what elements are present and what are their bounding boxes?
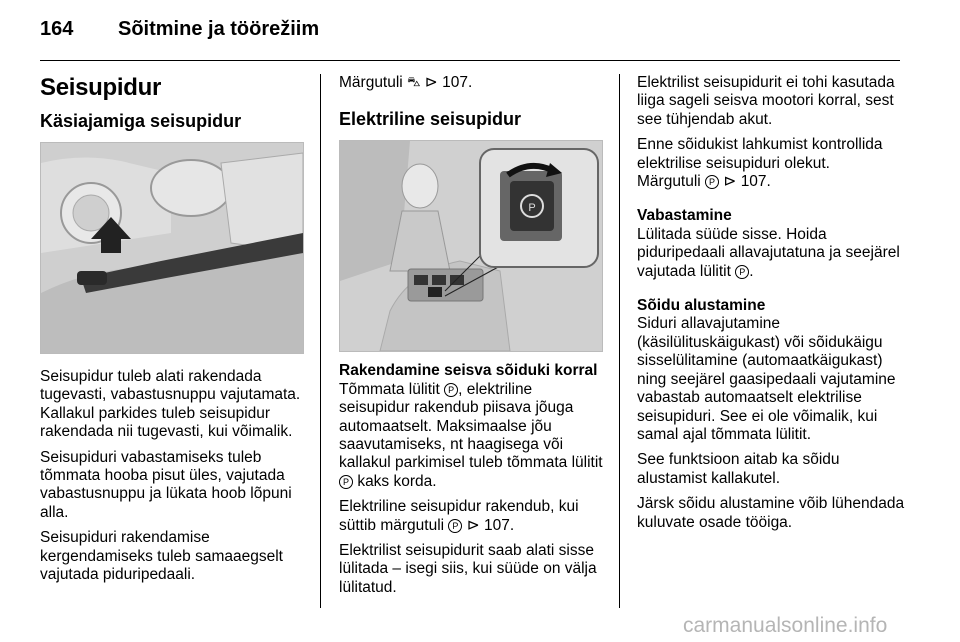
page-ref-arrow-icon: ⊳ <box>466 516 480 534</box>
paragraph: Siduri allavajutamine (käsilülituskäigukast) või sõidukäigu sisselülitamine (automaatkäigukast) ning seejärel gaasipedaali vajutamine vabastab automaatselt elektrilise seisupiduri. See ei ole võimalik, kui samal ajal tõmmata lülitit. <box>637 315 896 443</box>
chapter-title: Sõitmine ja töörežiim <box>118 18 320 40</box>
sub-heading: Sõidu alustamine <box>637 297 766 315</box>
column-right <box>637 74 905 539</box>
sub-heading: Vabastamine <box>637 207 732 225</box>
paragraph: Järsk sõidu alustamine võib lühendada kuluvate osade tööiga. <box>637 495 905 531</box>
electric-brake-drawing <box>340 141 602 351</box>
page-header <box>40 18 319 41</box>
parking-brake-switch-icon: P <box>735 265 749 279</box>
paragraph: Elektrilist seisupidurit saab alati sisse lülitada – isegi siis, kui süüde on välja lülitatud. <box>339 542 597 596</box>
column-divider-1 <box>320 74 321 608</box>
paragraph <box>339 381 603 491</box>
indicator-reference <box>637 173 905 191</box>
page-ref: 107. <box>740 173 771 191</box>
page-ref: 107. <box>484 516 515 534</box>
handbrake-illustration <box>40 142 304 354</box>
column-middle <box>339 74 603 604</box>
page-ref-arrow-icon: ⊳ <box>723 173 737 191</box>
text: kaks korda. <box>357 472 437 490</box>
watermark: carmanualsonline.info <box>683 614 888 637</box>
page-number: 164 <box>40 18 74 40</box>
indicator-reference <box>339 74 603 92</box>
paragraph: See funktsioon aitab ka sõidu alustamist kallakutel. <box>637 451 840 487</box>
text: Märgutuli <box>339 74 403 91</box>
parking-brake-switch-icon: P <box>444 383 458 397</box>
column-divider-2 <box>619 74 620 608</box>
text: Elektriline seisupidur rakendub, kui süttib märgutuli <box>339 498 579 534</box>
paragraph: Seisupidur tuleb alati rakendada tugevasti, vabastusnuppu vajutamata. Kallakul parkides tuleb seisupidur rakendada nii tugevasti, kui võimalik. <box>40 368 301 441</box>
svg-text:P: P <box>528 202 536 215</box>
subsection-title: Elektriline seisupidur <box>339 109 522 130</box>
paragraph: Seisupiduri vabastamiseks tuleb tõmmata hooba pisut üles, vajutada vabastusnuppu ja lükata hoob lõpuni alla. <box>40 448 292 521</box>
brake-warning-icon: ⛍ <box>407 74 421 89</box>
paragraph <box>339 498 603 535</box>
paragraph: Enne sõidukist lahkumist kontrollida elektrilise seisupiduri olekut. <box>637 136 883 172</box>
sub-heading: Rakendamine seisva sõiduki korral <box>339 362 598 380</box>
page-ref: 107. <box>442 74 473 91</box>
page-ref-arrow-icon: ⊳ <box>424 74 438 91</box>
column-left <box>40 74 304 591</box>
parking-brake-switch-icon: P <box>339 475 353 489</box>
header-rule <box>40 60 900 61</box>
parking-brake-indicator-icon: P <box>705 175 719 189</box>
paragraph: Seisupiduri rakendamise kergendamiseks tuleb samaaegselt vajutada piduripedaali. <box>40 529 283 584</box>
text: , elektriline seisupidur rakendub piisava jõuga automaatselt. Maksimaalse jõu saavutamiseks, nt haagisega või kallakul parkimisel tuleb tõmmata lülitit <box>339 380 603 472</box>
subsection-title: Käsiajamiga seisupidur <box>40 111 242 131</box>
text: Lülitada süüde sisse. Hoida piduripedaali allavajutatuna ja seejärel vajutada lülitit <box>637 225 900 280</box>
paragraph: Elektrilist seisupidurit ei tohi kasutada liiga sageli seisva mootori korral, sest see tühjendab akut. <box>637 74 895 128</box>
section-title: Seisupidur <box>40 74 162 101</box>
paragraph: Lülitada süüde sisse. Hoida piduripedaali allavajutatuna ja seejärel vajutada lülitit P . <box>637 225 900 280</box>
text: Tõmmata lülitit <box>339 380 440 398</box>
parking-brake-indicator-icon: P <box>448 519 462 533</box>
electric-brake-illustration <box>339 140 603 352</box>
handbrake-drawing <box>41 143 303 353</box>
text: Märgutuli <box>637 173 701 191</box>
